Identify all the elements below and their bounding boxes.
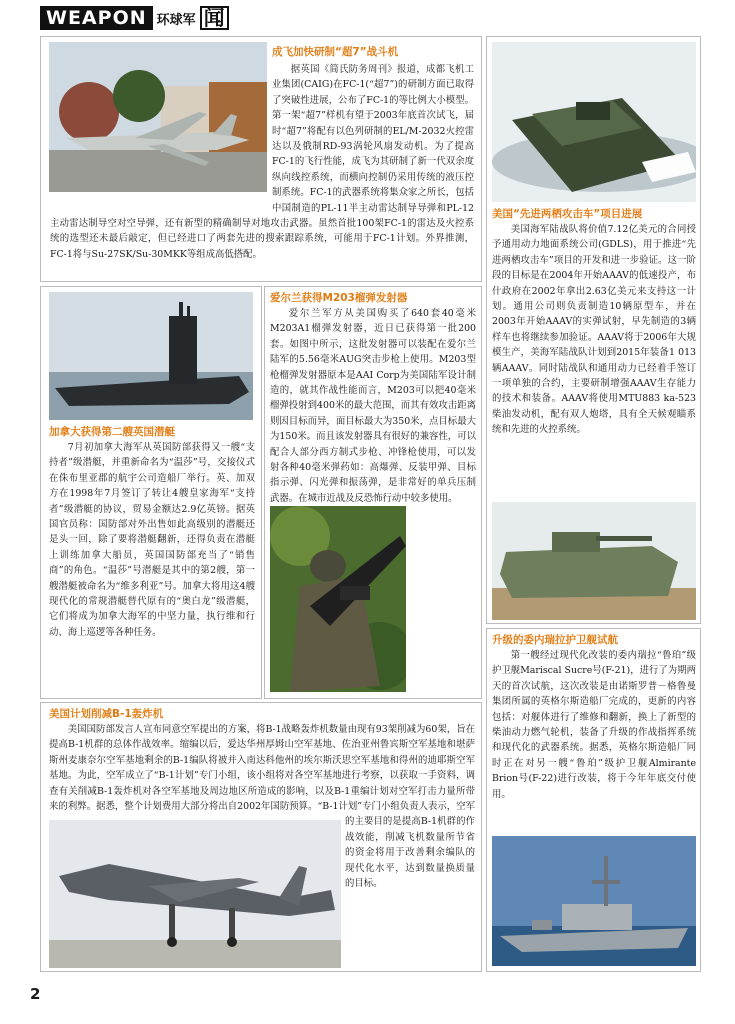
frigate-title: 升级的委内瑞拉护卫舰试航 [492,634,618,646]
submarine-text: 7月初加拿大海军从英国防部获得又一艘“支持者”级潜艇，并重新命名为“温莎”号，交接仪式在侏布里亚郡的航宇公司造船厂举行。英、加双方在1998年7月签订了转让4艘皇家海军“支持者”级潜艇的协议，贸易金额达2.9亿英镑。据英国官员称：国防部对外出售如此高级别的潜艇还是头一回，除了要将潜艇翻新，还得负责在潜艇上训练加拿大船员，英国国防部充当了“销售商”的角色。“温莎”号潜艇是其中的第2艘，第一艘潜艇被命名为“维多利亚”号。加拿大将用这4艘现代化的常规潜艇替代原有的“奥白龙”级潜艇，它们将成为加拿大海军的中坚力量，执行维和行动、海上巡逻等各种任务。 [49,442,255,638]
header-cn-label: 环球军 [156,12,196,28]
submarine-title: 加拿大获得第二艘英国潜艇 [49,426,175,438]
page-number: 2 [30,985,41,1003]
aaav-photo [492,42,696,202]
m203-title: 爱尔兰获得M203榴弹发射器 [270,292,408,304]
submarine-photo [49,292,253,420]
frigate-photo [492,836,696,966]
page-header [40,6,229,30]
header-weapon-label: WEAPON [40,6,153,30]
aaav-text: 美国海军陆战队将价值7.12亿美元的合同授予通用动力地面系统公司(GDLS)，用于推进“先进两栖攻击车”项目的开发和进一步验证。这一阶段的目标是在2004年开始AAAV的低速投产，布什政府在2002年拿出2.63亿美元来支持这一计划。通用公司则负责制造10辆原型车，并在2003年开始AAAV的实弹试射，早先制造的3辆样车也将继续参加验证。AAAV将于2006年大规模生产，美海军陆战队计划到2015年装备1 013辆AAAV。同时陆战队和通用动力已经着手签订一项单独的合约，主要研制增强AAAV生存能力的技术和装备。AAAV将使用MTU883 ka-523柴油发动机，配有双人炮塔，具有全天候观瞄系统和先进的火控系统。 [492,224,696,436]
m203-photo [270,506,406,692]
frigate-text: 第一艘经过现代化改装的委内瑞拉“鲁珀”级护卫舰Mariscal Sucre号(F-21)，进行了为期两天的首次试航，这次改装是由诺斯罗普－格鲁曼集团所属的英格尔斯造船厂完成的，更新的内容包括：对舰体进行了维修和翻新，换上了新型的柴油动力燃气轮机，装备了升级的作战指挥系统和现代化的武器系统。据悉，英格尔斯造船厂同时正在对另一艘“鲁珀”级护卫舰Almirante Brion号(F-22)进行改装，将于今年年底交付使用。 [492,650,696,800]
aaav-photo-2 [492,502,696,620]
header-big-char: 闻 [200,6,229,30]
b1-text: 美国国防部发言人宣布同意空军提出的方案，将B-1战略轰炸机数量由现有93架削减为60架，旨在提高B-1机群的总体作战效率。缩编以后，爱达华州厚姆山空军基地、佐治亚州鲁宾斯空军基地和堪萨斯州麦康奈尔空军基地剩余的B-1编队将被并入南达科他州的埃尔斯沃思空军基地和得州的迪耶斯空军基地。为此，空军成立了“B-1计划”专门小组，该小组将对各空军基地进行考察，以获取一手资料，调查有关削减B-1轰炸机对各空军基地及周边地区所造成的影响，以及B-1重编计划对空军打击力量所带来的利弊。据悉，整个计划费用大部分将出自2002年国防预算。“B-1计划”专门小组负责人表示，空军的主要目的是提高B-1机群的作战效能，削减飞机数量所节省的资金将用于改善剩余编队的现代化水平，达到数量换质量的目标。 [49,724,475,890]
fc1-text: 据英国《简氏防务周刊》报道，成都飞机工业集团(CAIG)在FC-1(“超7”)的研制方面已取得了突破性进展，公布了FC-1的等比例大小模型。第一架“超7”样机有望于2003年底首次试飞，届时“超7”将配有以色列研制的EL/M-2032火控雷达以及俄制RD-93涡轮风扇发动机。为了提高FC-1的飞行性能，成飞为其研制了新一代双余度纵向线控系统，而横向控制仍采用传统的液压控制系统。FC-1的武器系统将集众家之所长，包括中国制造的PL-11半主动雷达制导导弹和PL-12主动雷达制导空对空导弹，还有新型的精确制导对地攻击武器。虽然首批100架FC-1的雷达及火控系统的选型还未最后敲定，但已经进口了两套先进的搜索跟踪系统，可能用于FC-1计划。外界推测，FC-1将与Su-27SK/Su-30MKK等组成高低搭配。 [50,64,474,260]
fc1-title: 成飞加快研制“超7”战斗机 [272,46,399,58]
m203-text-continued [410,506,478,692]
m203-text: 爱尔兰军方从美国购买了640套40毫米M203A1榴弹发射器，近日已获得第一批200套。如图中所示，这批发射器可以装配在爱尔兰陆军的5.56毫米AUG突击步枪上使用。M203型枪榴弹发射器原本是AAI Corp为美国陆军设计制造的，就其作战性能而言，M203可以把40毫米榴弹投射到400米的最大范围，而其有效攻击距离则因目标而异，面目标最大为350米，点目标最大为150米。而且该发射器具有很好的兼容性，可以配合人部分西方制式步枪、冲锋枪使用，可以发射各种40毫米弹药如：高爆弹、反装甲弹、目标指示弹、闪光弹和振荡弹，是非常好的单兵压制武器。在城市近战及反恐怖行动中较多使用。 [270,308,476,504]
aaav-title: 美国“先进两栖攻击车”项目进展 [492,208,643,220]
b1-photo [49,820,341,968]
b1-title: 美国计划削减B-1轰炸机 [49,708,164,720]
